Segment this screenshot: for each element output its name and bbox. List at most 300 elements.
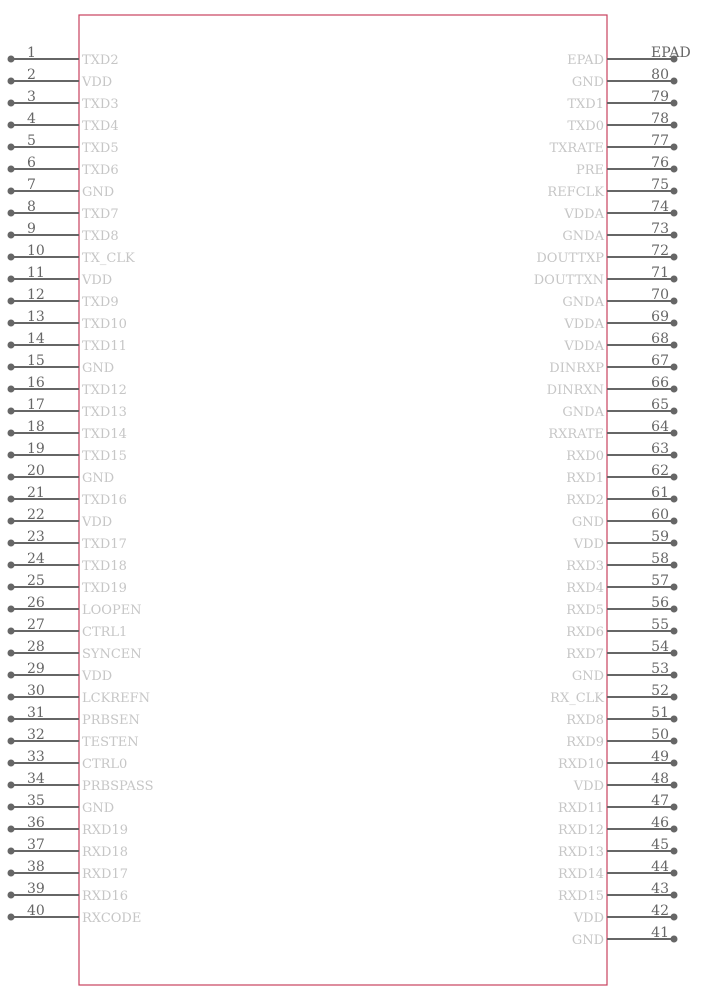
right-pin	[576, 155, 678, 178]
right-pin	[566, 573, 677, 596]
pin-end-dot	[671, 716, 678, 723]
pin-end-dot	[8, 848, 15, 855]
pin-number: 77	[651, 133, 669, 149]
pin-number: 29	[27, 661, 45, 677]
pin-number: 17	[27, 397, 45, 413]
pin-number: 71	[651, 265, 669, 281]
left-pin	[8, 265, 113, 288]
pin-number: 23	[27, 529, 45, 545]
pin-number: 54	[651, 639, 669, 655]
pin-number: 18	[27, 419, 45, 435]
pin-end-dot	[671, 826, 678, 833]
right-pin	[558, 881, 678, 904]
pin-number: EPAD	[651, 45, 691, 61]
pin-number: 74	[651, 199, 669, 215]
right-pin	[573, 903, 678, 926]
pin-number: 38	[27, 859, 45, 875]
pin-name: TXD14	[82, 427, 127, 442]
right-pin	[562, 397, 677, 420]
pin-end-dot	[8, 694, 15, 701]
left-pin	[8, 375, 127, 398]
pin-name: TXD18	[82, 559, 127, 574]
left-pin	[8, 133, 119, 156]
pin-number: 63	[651, 441, 669, 457]
pin-name: DINRXP	[549, 361, 604, 376]
pin-end-dot	[8, 716, 15, 723]
pin-name: RXD14	[557, 867, 604, 882]
pin-number: 61	[651, 485, 669, 501]
pin-end-dot	[671, 804, 678, 811]
pin-end-dot	[8, 408, 15, 415]
left-pin	[8, 89, 119, 112]
pin-name: RXD2	[566, 493, 604, 508]
right-pin	[550, 683, 677, 706]
pin-name: SYNCEN	[82, 647, 142, 662]
left-pin	[8, 881, 129, 904]
pin-number: 40	[27, 903, 45, 919]
pin-name: RXRATE	[548, 427, 604, 442]
pin-number: 44	[651, 859, 669, 875]
pin-end-dot	[8, 298, 15, 305]
pin-end-dot	[8, 474, 15, 481]
pin-name: GNDA	[562, 295, 604, 310]
right-pin	[534, 265, 678, 288]
left-pin	[8, 705, 140, 728]
pin-end-dot	[8, 452, 15, 459]
pin-end-dot	[8, 584, 15, 591]
pin-end-dot	[671, 562, 678, 569]
right-pin	[549, 353, 677, 376]
right-pin	[572, 507, 678, 530]
pin-number: 12	[27, 287, 45, 303]
pin-name: TXD2	[82, 53, 119, 68]
pin-number: 32	[27, 727, 45, 743]
pin-end-dot	[8, 892, 15, 899]
pin-name: GNDA	[562, 405, 604, 420]
pin-number: 1	[27, 45, 36, 61]
pin-name: DINRXN	[546, 383, 604, 398]
pin-end-dot	[671, 518, 678, 525]
right-pin	[562, 221, 677, 244]
pin-end-dot	[671, 430, 678, 437]
pin-name: TXD19	[82, 581, 127, 596]
left-pin	[8, 903, 142, 926]
pin-name: TXD3	[82, 97, 119, 112]
left-pin	[8, 551, 127, 574]
pin-name: TXD17	[82, 537, 127, 552]
pin-name: TXD16	[82, 493, 127, 508]
left-pin	[8, 639, 142, 662]
pin-end-dot	[671, 232, 678, 239]
pin-end-dot	[671, 694, 678, 701]
pin-number: 5	[27, 133, 36, 149]
pin-name: VDD	[82, 669, 113, 684]
pin-number: 43	[651, 881, 669, 897]
right-pin	[558, 815, 678, 838]
pin-end-dot	[671, 584, 678, 591]
pin-end-dot	[671, 78, 678, 85]
pin-name: GND	[82, 185, 115, 200]
left-pin	[8, 331, 127, 354]
pin-name: PRBSPASS	[82, 779, 154, 794]
right-pin-group	[534, 45, 691, 948]
right-pin	[558, 749, 678, 772]
right-pin	[562, 287, 677, 310]
pin-number: 52	[651, 683, 669, 699]
pin-end-dot	[8, 430, 15, 437]
pin-number: 27	[27, 617, 45, 633]
pin-number: 21	[27, 485, 45, 501]
left-pin	[8, 815, 129, 838]
pin-name: TXRATE	[549, 141, 604, 156]
pin-end-dot	[671, 254, 678, 261]
pin-name: GND	[82, 471, 115, 486]
pin-end-dot	[671, 364, 678, 371]
pin-name: GNDA	[562, 229, 604, 244]
pin-name: LCKREFN	[82, 691, 150, 706]
pin-name: VDDA	[564, 317, 604, 332]
right-pin	[572, 67, 678, 90]
pin-end-dot	[8, 540, 15, 547]
right-pin	[558, 837, 678, 860]
pin-number: 51	[651, 705, 669, 721]
pin-end-dot	[8, 320, 15, 327]
pin-number: 9	[27, 221, 36, 237]
pin-number: 28	[27, 639, 45, 655]
pin-name: VDDA	[564, 339, 604, 354]
left-pin	[8, 397, 127, 420]
pin-name: RXD8	[566, 713, 604, 728]
pin-end-dot	[671, 870, 678, 877]
left-pin	[8, 771, 154, 794]
pin-end-dot	[671, 210, 678, 217]
pin-number: 59	[651, 529, 669, 545]
left-pin	[8, 67, 113, 90]
pin-name: RXD3	[566, 559, 604, 574]
pin-number: 64	[651, 419, 669, 435]
pin-end-dot	[671, 342, 678, 349]
pin-name: RXCODE	[82, 911, 142, 926]
pin-number: 11	[27, 265, 45, 281]
left-pin	[8, 243, 136, 266]
left-pin	[8, 837, 129, 860]
pin-number: 49	[651, 749, 669, 765]
pin-name: TXD0	[567, 119, 604, 134]
pin-end-dot	[671, 496, 678, 503]
pin-end-dot	[8, 386, 15, 393]
right-pin	[566, 595, 677, 618]
right-pin	[567, 45, 691, 68]
pin-end-dot	[8, 56, 15, 63]
pin-name: RXD7	[566, 647, 604, 662]
pin-end-dot	[8, 672, 15, 679]
pin-name: REFCLK	[547, 185, 604, 200]
right-pin	[572, 661, 678, 684]
pin-end-dot	[671, 122, 678, 129]
pin-end-dot	[8, 364, 15, 371]
pin-number: 25	[27, 573, 45, 589]
pin-end-dot	[671, 540, 678, 547]
pin-name: RXD10	[557, 757, 604, 772]
pin-number: 42	[651, 903, 669, 919]
left-pin	[8, 727, 139, 750]
pin-number: 65	[651, 397, 669, 413]
left-pin	[8, 661, 113, 684]
pin-name: TXD13	[82, 405, 127, 420]
left-pin	[8, 353, 115, 376]
pin-number: 50	[651, 727, 669, 743]
right-pin	[567, 89, 677, 112]
left-pin	[8, 441, 127, 464]
pin-end-dot	[671, 188, 678, 195]
pin-name: TXD4	[82, 119, 119, 134]
pin-number: 15	[27, 353, 45, 369]
pin-name: CTRL1	[82, 625, 128, 640]
pin-number: 68	[651, 331, 669, 347]
pin-name: RXD19	[82, 823, 129, 838]
pin-end-dot	[8, 562, 15, 569]
pin-name: DOUTTXN	[533, 273, 604, 288]
pin-name: RXD5	[566, 603, 604, 618]
left-pin	[8, 309, 127, 332]
left-pin-group	[8, 45, 154, 926]
pin-end-dot	[8, 870, 15, 877]
pin-end-dot	[8, 628, 15, 635]
pin-name: TXD8	[82, 229, 119, 244]
pin-number: 80	[651, 67, 669, 83]
pin-number: 36	[27, 815, 45, 831]
pin-end-dot	[671, 606, 678, 613]
pin-end-dot	[671, 760, 678, 767]
pin-end-dot	[671, 100, 678, 107]
pin-number: 70	[651, 287, 669, 303]
pin-end-dot	[671, 386, 678, 393]
pin-name: RXD18	[82, 845, 129, 860]
pin-number: 19	[27, 441, 45, 457]
pin-number: 35	[27, 793, 45, 809]
pin-number: 33	[27, 749, 45, 765]
right-pin	[566, 551, 677, 574]
right-pin	[547, 375, 678, 398]
pin-number: 30	[27, 683, 45, 699]
pin-number: 46	[651, 815, 669, 831]
pin-name: RXD13	[557, 845, 604, 860]
pin-end-dot	[8, 804, 15, 811]
pin-number: 62	[651, 463, 669, 479]
left-pin	[8, 221, 119, 244]
pin-end-dot	[8, 210, 15, 217]
pin-number: 26	[27, 595, 45, 611]
pin-name: GND	[571, 515, 604, 530]
pin-name: GND	[82, 801, 115, 816]
pin-name: RXD6	[566, 625, 604, 640]
pin-end-dot	[671, 298, 678, 305]
pin-number: 69	[651, 309, 669, 325]
pin-name: VDDA	[564, 207, 604, 222]
pin-number: 24	[27, 551, 45, 567]
pin-name: TXD7	[82, 207, 119, 222]
pin-name: RXD11	[557, 801, 604, 816]
left-pin	[8, 199, 119, 222]
left-pin	[8, 45, 119, 68]
right-pin	[566, 485, 677, 508]
pin-number: 58	[651, 551, 669, 567]
pin-name: GND	[571, 933, 604, 948]
pin-number: 48	[651, 771, 669, 787]
right-pin	[547, 177, 677, 200]
pin-number: 72	[651, 243, 669, 259]
left-pin	[8, 287, 119, 310]
pin-number: 79	[651, 89, 669, 105]
pin-end-dot	[671, 914, 678, 921]
pin-end-dot	[671, 936, 678, 943]
pin-number: 73	[651, 221, 669, 237]
pin-end-dot	[8, 100, 15, 107]
left-pin	[8, 617, 128, 640]
pin-name: RXD9	[566, 735, 604, 750]
right-pin	[558, 859, 678, 882]
left-pin	[8, 859, 129, 882]
pin-end-dot	[8, 122, 15, 129]
pin-name: VDD	[82, 273, 113, 288]
pin-end-dot	[671, 144, 678, 151]
left-pin	[8, 749, 128, 772]
pin-end-dot	[8, 276, 15, 283]
pin-end-dot	[8, 782, 15, 789]
right-pin	[558, 793, 678, 816]
pin-number: 37	[27, 837, 45, 853]
pin-end-dot	[8, 166, 15, 173]
pin-end-dot	[671, 848, 678, 855]
pin-end-dot	[8, 914, 15, 921]
pin-name: RXD4	[566, 581, 604, 596]
pin-number: 75	[651, 177, 669, 193]
pin-number: 78	[651, 111, 669, 127]
left-pin	[8, 507, 113, 530]
pin-number: 6	[27, 155, 36, 171]
pin-name: TX_CLK	[82, 251, 135, 266]
pin-name: LOOPEN	[82, 603, 142, 618]
pin-number: 16	[27, 375, 45, 391]
left-pin	[8, 793, 115, 816]
pin-number: 53	[651, 661, 669, 677]
left-pin	[8, 529, 127, 552]
pin-end-dot	[8, 342, 15, 349]
pin-end-dot	[8, 496, 15, 503]
pin-number: 45	[651, 837, 669, 853]
right-pin	[566, 727, 677, 750]
pin-name: VDD	[82, 75, 113, 90]
pin-end-dot	[671, 166, 678, 173]
pin-number: 22	[27, 507, 45, 523]
pin-end-dot	[8, 826, 15, 833]
pin-number: 39	[27, 881, 45, 897]
left-pin	[8, 595, 142, 618]
right-pin	[572, 925, 678, 948]
pin-name: PRE	[575, 163, 604, 178]
pin-name: RXD15	[557, 889, 604, 904]
pin-name: TXD5	[82, 141, 119, 156]
right-pin	[573, 771, 678, 794]
pin-name: TXD1	[567, 97, 604, 112]
pin-name: VDD	[573, 911, 604, 926]
pin-number: 56	[651, 595, 669, 611]
pin-end-dot	[671, 650, 678, 657]
left-pin	[8, 419, 127, 442]
right-pin	[567, 111, 677, 134]
pin-name: RXD1	[566, 471, 604, 486]
pin-name: RXD12	[557, 823, 604, 838]
pin-number: 55	[651, 617, 669, 633]
pin-end-dot	[8, 188, 15, 195]
pin-number: 20	[27, 463, 45, 479]
pin-end-dot	[8, 606, 15, 613]
right-pin	[566, 705, 677, 728]
right-pin	[563, 331, 677, 354]
left-pin	[8, 485, 127, 508]
right-pin	[573, 529, 678, 552]
pin-end-dot	[671, 408, 678, 415]
pin-end-dot	[671, 628, 678, 635]
left-pin	[8, 111, 119, 134]
pin-name: PRBSEN	[82, 713, 140, 728]
pin-number: 34	[27, 771, 45, 787]
pin-end-dot	[671, 474, 678, 481]
pin-number: 4	[27, 111, 36, 127]
pin-number: 66	[651, 375, 669, 391]
left-pin	[8, 155, 119, 178]
pin-end-dot	[671, 782, 678, 789]
pin-name: GND	[82, 361, 115, 376]
right-pin	[563, 309, 677, 332]
pin-name: TXD12	[82, 383, 127, 398]
pin-end-dot	[671, 738, 678, 745]
pin-end-dot	[8, 650, 15, 657]
pin-end-dot	[8, 144, 15, 151]
pin-name: VDD	[573, 537, 604, 552]
pin-number: 8	[27, 199, 36, 215]
pin-number: 10	[27, 243, 45, 259]
pin-name: TXD15	[82, 449, 127, 464]
pin-name: TXD6	[82, 163, 119, 178]
pin-number: 31	[27, 705, 45, 721]
pin-end-dot	[8, 760, 15, 767]
pin-name: TXD10	[82, 317, 127, 332]
pin-number: 60	[651, 507, 669, 523]
pin-end-dot	[8, 78, 15, 85]
right-pin	[566, 617, 677, 640]
pin-end-dot	[671, 276, 678, 283]
pin-number: 14	[27, 331, 45, 347]
pin-name: VDD	[573, 779, 604, 794]
pin-name: RX_CLK	[550, 691, 604, 706]
pin-name: CTRL0	[82, 757, 128, 772]
pin-end-dot	[671, 320, 678, 327]
pin-name: RXD16	[82, 889, 129, 904]
pin-number: 3	[27, 89, 36, 105]
right-pin	[566, 639, 677, 662]
pin-end-dot	[8, 254, 15, 261]
left-pin	[8, 573, 127, 596]
pin-name: TESTEN	[82, 735, 139, 750]
right-pin	[566, 441, 677, 464]
right-pin	[563, 199, 677, 222]
pin-name: DOUTTXP	[536, 251, 604, 266]
pin-name: RXD0	[566, 449, 604, 464]
pin-number: 67	[651, 353, 669, 369]
pin-name: VDD	[82, 515, 113, 530]
pin-name: GND	[571, 75, 604, 90]
